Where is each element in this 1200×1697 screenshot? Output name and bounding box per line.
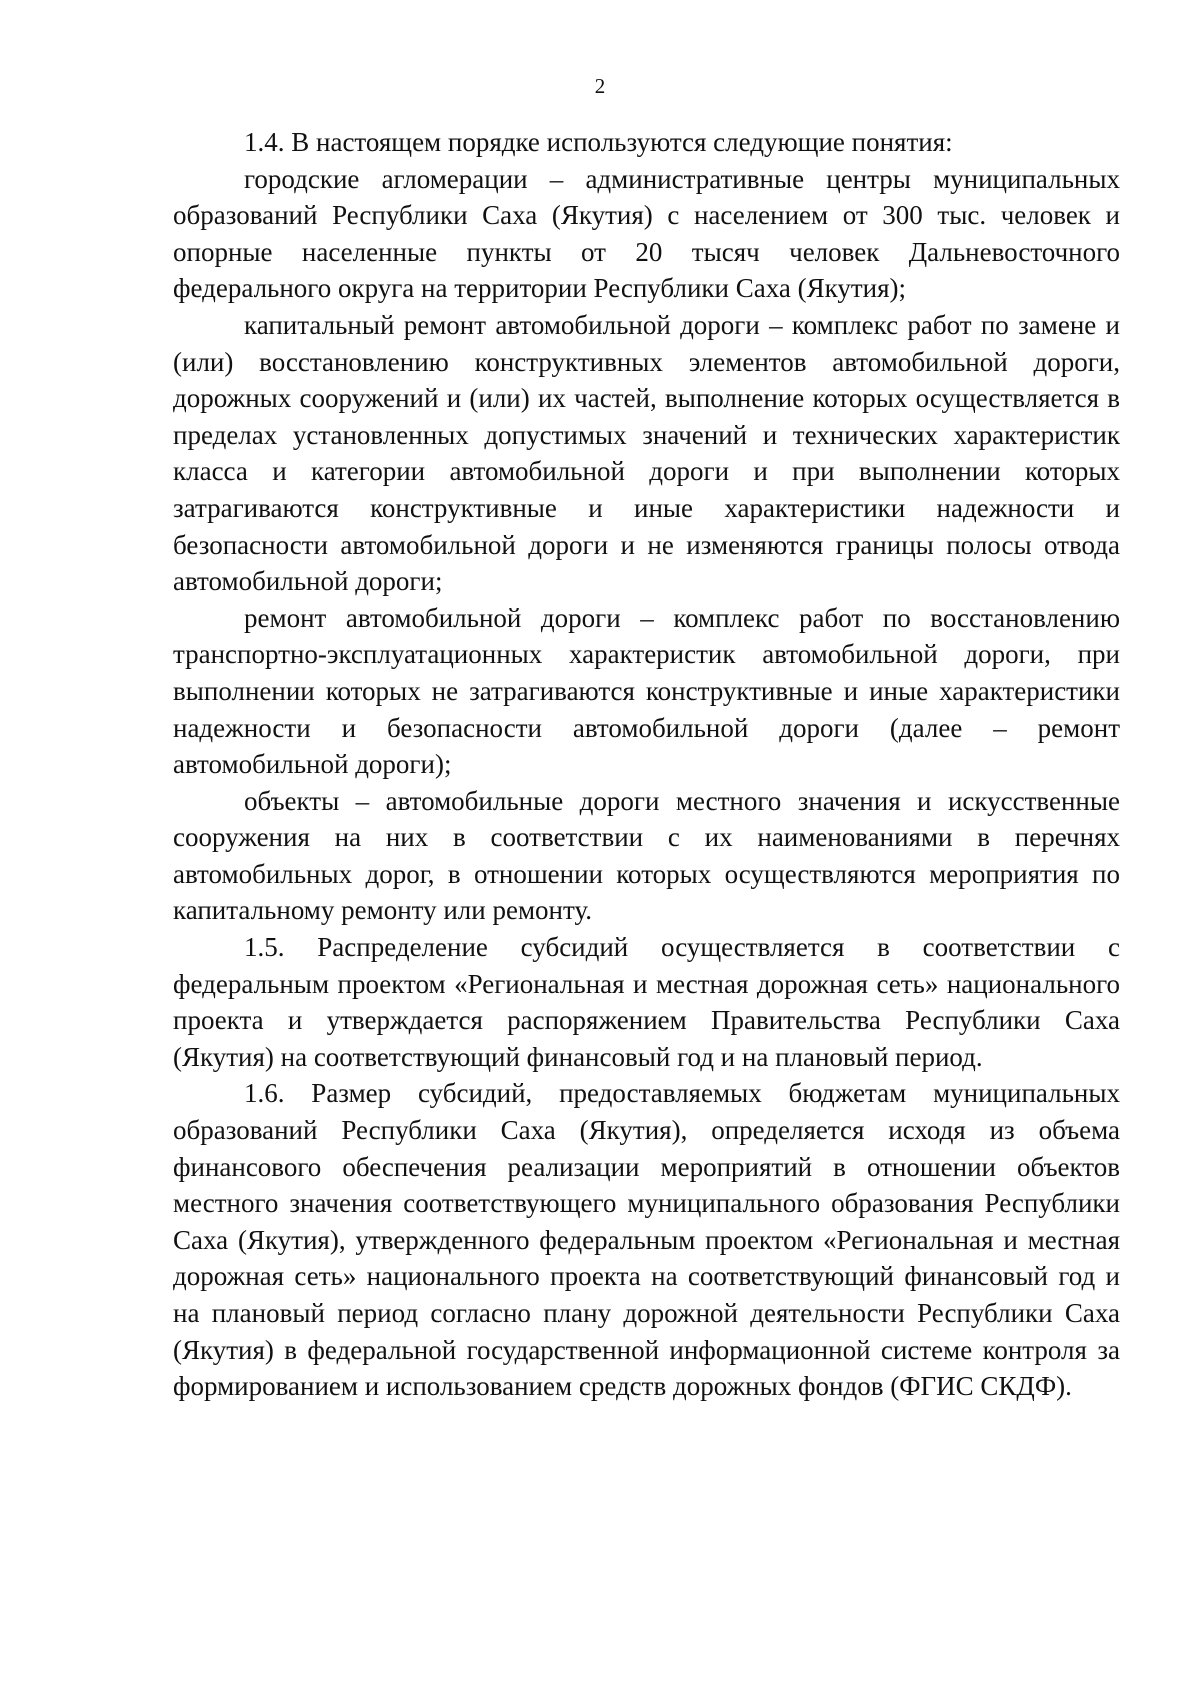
page-number: 2 <box>594 74 606 98</box>
definition-urban-agglomerations: городские агломерации – административные центры муниципальных образований Республики Саха (Якутия) с населением от 300 тыс. человек и опорные населенные пункты от 20 тысяч человек Дальневосточного федерального округа на территории Республики Саха (Якутия); <box>173 163 1120 304</box>
definition-objects: объекты – автомобильные дороги местного значения и искусственные сооружения на них в соответствии с их наименованиями в перечнях автомобильных дорог, в отношении которых осуществляются мероприятия по капитальному ремонту или ремонту. <box>173 785 1120 926</box>
definition-capital-repair: капитальный ремонт автомобильной дороги – комплекс работ по замене и (или) восстановлению конструктивных элементов автомобильной дороги, дорожных сооружений и (или) их частей, выполнение которых осуществляется в пределах установленных допустимых значений и технических характеристик класса и категории автомобильной дороги и при выполнении которых затрагиваются конструктивные и иные характеристики надежности и безопасности автомобильной дороги и не изменяются границы полосы отвода автомобильной дороги; <box>173 309 1120 597</box>
paragraph-1-6: 1.6. Размер субсидий, предоставляемых бюджетам муниципальных образований Республики Саха (Якутия), определяется исходя из объема финансового обеспечения реализации мероприятий в отношении объектов местного значения соответствующего муниципального образования Республики Саха (Якутия), утвержденного федеральным проектом «Региональная и местная дорожная сеть» национального проекта на соответствующий финансовый год и на плановый период согласно плану дорожной деятельности Республики Саха (Якутия) в федеральной государственной информационной системе контроля за формированием и использованием средств дорожных фондов (ФГИС СКДФ). <box>173 1078 1120 1402</box>
paragraph-1-5: 1.5. Распределение субсидий осуществляется в соответствии с федеральным проектом «Региональная и местная дорожная сеть» национального проекта и утверждается распоряжением Правительства Республики Саха (Якутия) на соответствующий финансовый год и на плановый период. <box>173 932 1120 1072</box>
definition-road-repair: ремонт автомобильной дороги – комплекс работ по восстановлению транспортно-эксплуатационных характеристик автомобильной дороги, при выполнении которых не затрагиваются конструктивные и иные характеристики надежности и безопасности автомобильной дороги (далее – ремонт автомобильной дороги); <box>173 602 1120 780</box>
document-body <box>173 124 1120 1405</box>
paragraph-1-4: 1.4. В настоящем порядке используются следующие понятия: <box>244 127 953 157</box>
